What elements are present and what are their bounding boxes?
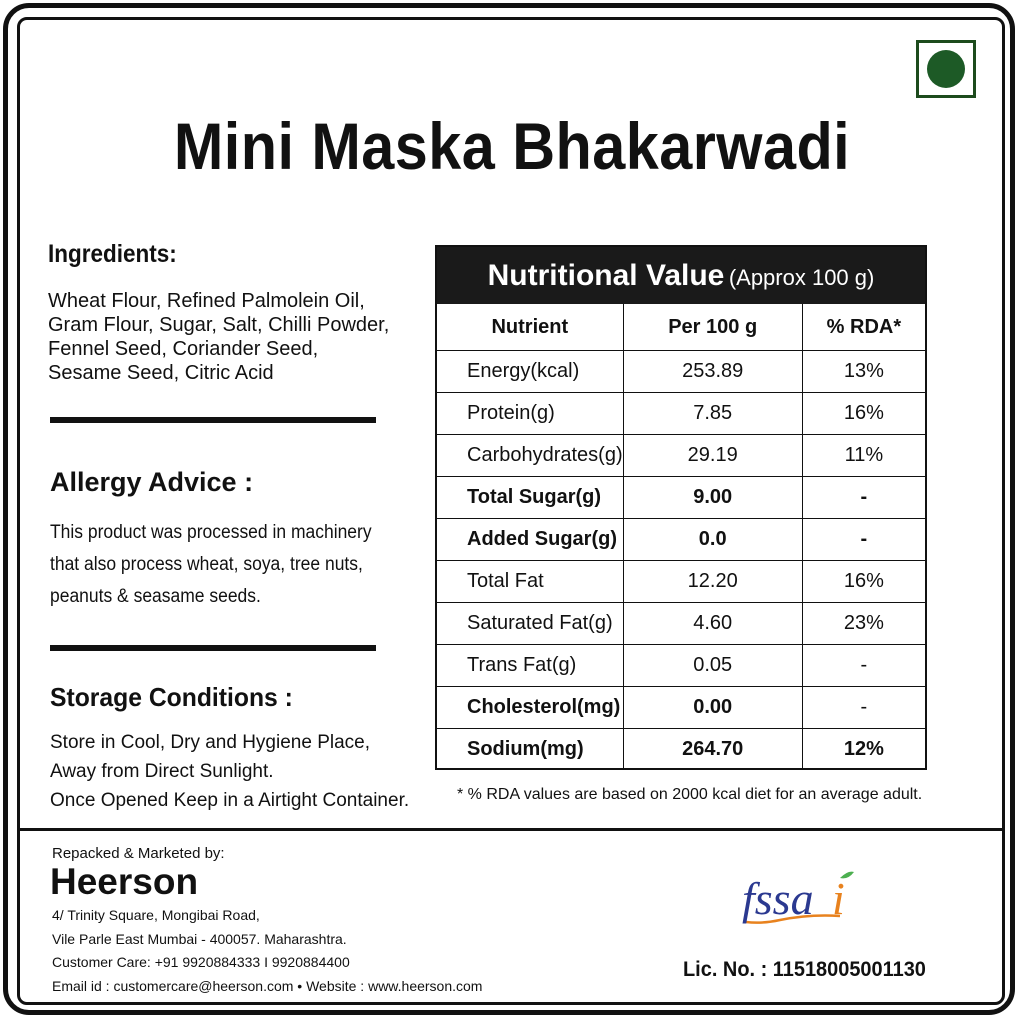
table-row: [437, 603, 925, 645]
nutrition-table-header: [437, 247, 925, 304]
nutrient-rda: 23%: [802, 603, 925, 645]
nutrient-name: Total Sugar(g): [437, 477, 623, 519]
rda-footnote: * % RDA values are based on 2000 kcal diet for an average adult.: [457, 786, 923, 803]
repacked-label: Repacked & Marketed by:: [52, 845, 225, 862]
nutrient-name: Carbohydrates(g): [437, 435, 623, 477]
allergy-line: This product was processed in machinery: [50, 522, 372, 543]
nutrient-value: 7.85: [623, 393, 802, 435]
table-row: [437, 519, 925, 561]
table-row: [437, 477, 925, 519]
address-line: Vile Parle East Mumbai - 400057. Maharashtra.: [52, 930, 347, 947]
allergy-text: [50, 517, 381, 613]
table-row: [437, 645, 925, 687]
table-row: [437, 729, 925, 771]
allergy-line: peanuts & seasame seeds.: [50, 586, 261, 607]
ingredients-line: Wheat Flour, Refined Palmolein Oil,: [48, 290, 365, 312]
ingredients-text: [48, 289, 428, 385]
storage-line: Store in Cool, Dry and Hygiene Place,: [50, 732, 370, 753]
nutrient-value: 9.00: [623, 477, 802, 519]
ingredients-line: Fennel Seed, Coriander Seed,: [48, 338, 319, 360]
storage-line: Once Opened Keep in a Airtight Container.: [50, 790, 410, 811]
table-row: [437, 393, 925, 435]
nutrient-value: 4.60: [623, 603, 802, 645]
nutrient-rda: 12%: [802, 729, 925, 771]
nutrient-name: Trans Fat(g): [437, 645, 623, 687]
nutrition-title: Nutritional Value: [487, 259, 725, 292]
nutrient-rda: -: [802, 477, 925, 519]
nutrient-name: Protein(g): [437, 393, 623, 435]
nutrient-name: Added Sugar(g): [437, 519, 623, 561]
nutrient-name: Cholesterol(mg): [437, 687, 623, 729]
nutrient-name: Energy(kcal): [437, 351, 623, 393]
column-header-rda: % RDA*: [802, 304, 925, 351]
storage-text: [50, 728, 430, 815]
address-line: 4/ Trinity Square, Mongibai Road,: [52, 907, 260, 923]
nutrient-value: 0.05: [623, 645, 802, 687]
table-header-row: [437, 304, 925, 351]
nutrition-subtitle: (Approx 100 g): [728, 265, 875, 290]
nutrition-table: [437, 304, 925, 770]
nutrient-value: 264.70: [623, 729, 802, 771]
section-divider: [50, 417, 376, 423]
svg-text:i: i: [832, 873, 845, 924]
table-row: [437, 435, 925, 477]
nutrient-value: 12.20: [623, 561, 802, 603]
table-row: [437, 687, 925, 729]
nutrient-value: 0.0: [623, 519, 802, 561]
column-header-per100g: Per 100 g: [623, 304, 802, 351]
nutrient-rda: 11%: [802, 435, 925, 477]
veg-symbol-icon: [916, 40, 976, 98]
customer-care: Customer Care: +91 9920884333 I 9920884400: [52, 954, 350, 970]
nutrient-rda: 13%: [802, 351, 925, 393]
nutrient-name: Saturated Fat(g): [437, 603, 623, 645]
fssai-logo-icon: [740, 866, 860, 928]
nutrient-rda: 16%: [802, 393, 925, 435]
nutrient-rda: -: [802, 687, 925, 729]
storage-line: Away from Direct Sunlight.: [50, 761, 274, 782]
email-website: Email id : customercare@heerson.com • Website : www.heerson.com: [52, 977, 483, 994]
nutrient-rda: -: [802, 645, 925, 687]
storage-heading: Storage Conditions :: [50, 682, 293, 712]
nutrition-table-box: [435, 245, 927, 770]
ingredients-line: Sesame Seed, Citric Acid: [48, 362, 274, 384]
table-row: [437, 351, 925, 393]
allergy-heading: Allergy Advice :: [50, 467, 254, 497]
ingredients-line: Gram Flour, Sugar, Salt, Chilli Powder,: [48, 314, 390, 336]
company-address: [52, 904, 482, 998]
license-number: Lic. No. : 11518005001130: [683, 958, 926, 981]
allergy-line: that also process wheat, soya, tree nuts,: [50, 554, 363, 575]
column-header-nutrient: Nutrient: [437, 304, 623, 351]
nutrient-rda: -: [802, 519, 925, 561]
nutrient-name: Sodium(mg): [437, 729, 623, 771]
table-row: [437, 561, 925, 603]
nutrient-rda: 16%: [802, 561, 925, 603]
section-divider: [50, 645, 376, 651]
ingredients-heading: Ingredients:: [48, 240, 177, 268]
nutrient-value: 29.19: [623, 435, 802, 477]
brand-name: Heerson: [50, 861, 199, 902]
nutrient-name: Total Fat: [437, 561, 623, 603]
product-title: Mini Maska Bhakarwadi: [173, 109, 851, 183]
svg-text:fssa: fssa: [742, 873, 814, 924]
nutrient-value: 0.00: [623, 687, 802, 729]
nutrient-value: 253.89: [623, 351, 802, 393]
footer-divider: [17, 828, 1005, 831]
